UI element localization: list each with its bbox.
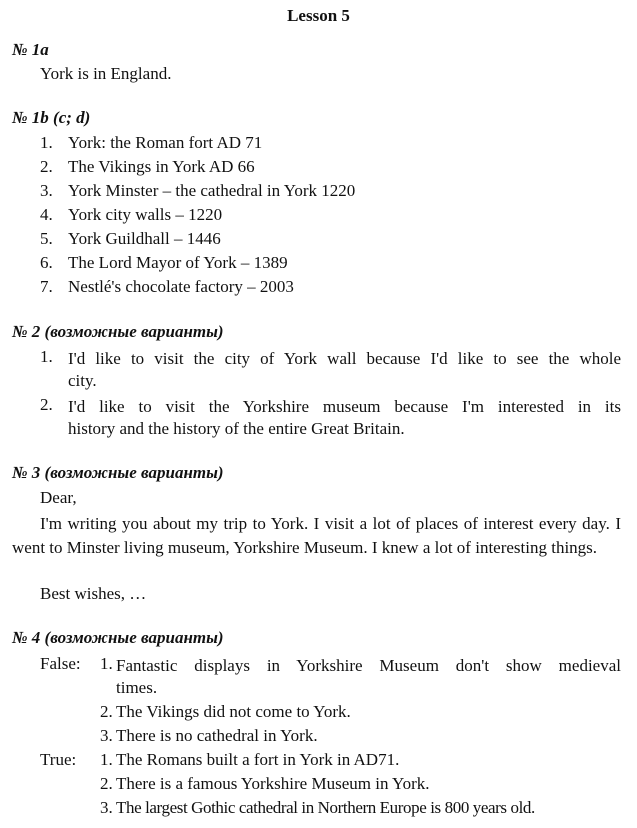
list-item-line: Fantastic displays in Yorkshire Museum don't show medieval <box>116 656 621 675</box>
exercise-1b-heading: № 1b (c; d) <box>12 108 91 127</box>
letter-body: I'm writing you about my trip to York. I visit a lot of places of interest every day. I went to Minster living museum, Yorkshire Museum. I knew a lot of interesting things. <box>12 514 621 557</box>
list-item-number: 5. <box>40 229 53 248</box>
true-label: True: <box>40 750 77 769</box>
page-title: Lesson 5 <box>287 6 350 25</box>
list-item-number: 3. <box>100 798 113 817</box>
exercise-1a-answer: York is in England. <box>40 64 172 83</box>
list-item-number: 1. <box>100 750 113 769</box>
exercise-2-heading: № 2 (возможные варианты) <box>12 322 224 341</box>
letter-greeting: Dear, <box>40 488 77 507</box>
list-item-line: I'd like to visit the Yorkshire museum because I'm interested in its <box>68 397 621 416</box>
list-item-number: 1. <box>100 654 113 673</box>
list-item-line: city. <box>68 371 97 390</box>
list-item: York: the Roman fort AD 71 <box>68 133 263 152</box>
list-item: The Romans built a fort in York in AD71. <box>116 750 400 769</box>
letter-closing: Best wishes, … <box>40 584 147 603</box>
list-item-line: history and the history of the entire Great Britain. <box>68 419 405 438</box>
list-item: York Guildhall – 1446 <box>68 229 221 248</box>
exercise-1a-heading: № 1a <box>12 40 49 59</box>
list-item: The Lord Mayor of York – 1389 <box>68 253 288 272</box>
list-item-line: times. <box>116 678 158 697</box>
list-item: The Vikings did not come to York. <box>116 702 351 721</box>
list-item-number: 2. <box>40 157 53 176</box>
list-item: There is no cathedral in York. <box>116 726 318 745</box>
list-item-number: 2. <box>40 395 53 414</box>
list-item: There is a famous Yorkshire Museum in York. <box>116 774 430 793</box>
list-item-number: 2. <box>100 774 113 793</box>
list-item-number: 3. <box>100 726 113 745</box>
list-item-number: 1. <box>40 133 53 152</box>
list-item: Nestlé's chocolate factory – 2003 <box>68 277 294 296</box>
list-item-number: 1. <box>40 347 53 366</box>
list-item-number: 2. <box>100 702 113 721</box>
list-item-number: 3. <box>40 181 53 200</box>
list-item: The largest Gothic cathedral in Northern Europe is 800 years old. <box>116 798 535 817</box>
exercise-4-heading: № 4 (возможные варианты) <box>12 628 224 647</box>
exercise-3-heading: № 3 (возможные варианты) <box>12 463 224 482</box>
list-item-line: I'd like to visit the city of York wall because I'd like to see the whole <box>68 349 621 368</box>
false-label: False: <box>40 654 81 673</box>
list-item-number: 7. <box>40 277 53 296</box>
list-item: York city walls – 1220 <box>68 205 223 224</box>
list-item-number: 4. <box>40 205 53 224</box>
list-item: The Vikings in York AD 66 <box>68 157 255 176</box>
list-item: York Minster – the cathedral in York 1220 <box>68 181 356 200</box>
list-item-number: 6. <box>40 253 53 272</box>
